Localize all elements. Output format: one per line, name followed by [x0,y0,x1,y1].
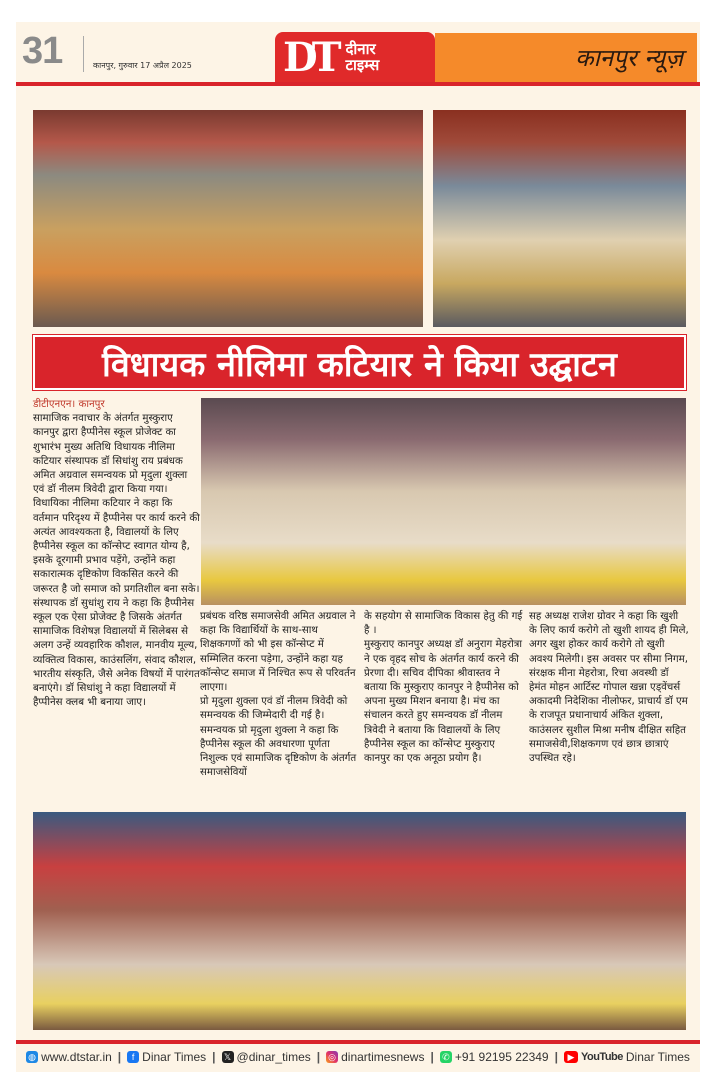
paragraph: के सहयोग से सामाजिक विकास हेतु की गई है । [364,611,523,637]
paragraph: सामाजिक नवाचार के अंतर्गत मुस्कुराए कानपुर द्वारा हैप्पीनेस स्कूल प्रोजेक्ट का शुभारंभ मुख्य अतिथि विधायक नीलिमा कटियार संस्थापक डॉ सिधांशु राय प्रबंधक अमित अग्रवाल समन्वयक प्रो मृदुला शुक्ला एवं डॉ नीलम त्रिवेदी द्वारा किया गया। [33,413,188,496]
header-rule [16,82,700,86]
globe-icon: ◍ [26,1051,38,1063]
website-link[interactable]: ◍ www.dtstar.in [26,1050,112,1064]
x-link[interactable]: 𝕏 @dinar_times [222,1050,311,1064]
x-icon: 𝕏 [222,1051,234,1063]
separator: | [430,1050,434,1064]
logo-name: दीनार टाइम्स [345,40,380,74]
article-column-2 [200,610,360,780]
paragraph: प्रो मृदुला शुक्ला एवं डॉ नीलम त्रिवेदी को समन्वयक की जिम्मेदारी दी गई है। [200,696,348,722]
youtube-link[interactable]: ▶ YouTube Dinar Times [564,1050,690,1064]
article-column-3 [364,610,524,766]
whatsapp-icon: ✆ [440,1051,452,1063]
whatsapp-link[interactable]: ✆ +91 92195 22349 [440,1050,549,1064]
photo-dignitaries-stage [201,398,686,605]
paragraph: सह अध्यक्ष राजेश ग्रोवर ने कहा कि खुशी के लिए कार्य करोगे तो खुशी शायद ही मिले, अगर खुश होकर कार्य करोगे तो खुशी अवश्य मिलेगी। इस अवसर पर सीमा निगम, संरक्षक मीना मेहरोत्रा, रिचा अवस्थी डॉ हेमंत मोहन आर्टिस्ट गोपाल खन्ना एड्वेंचर्स अकादमी निदेशिका नीलोफर, प्राचार्य डॉ एम के राजपूत प्रधानाचार्य अंकित शुक्ला, काउंसलर सुशील मिश्रा मनीष दीक्षित सहित समाजसेवी,शिक्षकगण एवं छात्र छात्राएं उपस्थित रहे। [529,611,689,765]
paragraph: संस्थापक डॉ सुधांशु राय ने कहा कि हैप्पीनेस स्कूल एक ऐसा प्रोजेक्ट है जिसके अंतर्गत सामाजिक विशेषज्ञ विद्यालयों में सिलेबस से अलग उन्हें व्यवहारिक कौशल, मानवीय मूल्य, व्यक्तित्व विकास, काउंसलिंग, संवाद कौशल, भारतीय संस्कृति, जैसे अनेक विषयों में पारंगत बनाएंगे। डॉ सिधांशु ने कहा विद्यालयों में हैप्पीनेस क्लब भी बनाया जाए। [33,597,200,709]
paragraph: समन्वयक प्रो मृदुला शुक्ला ने कहा कि हैप्पीनेस स्कूल की अवधारणा पूर्णता निशुल्क एवं सामाजिक दृष्टिकोण के अंतर्गत समाजसेवियों [200,724,357,779]
separator: | [212,1050,216,1064]
dateline: कानपुर, गुरुवार 17 अप्रैल 2025 [93,61,192,70]
youtube-wordmark: YouTube [580,1051,623,1063]
divider [83,36,84,72]
photo-inauguration-lamp [33,110,423,327]
facebook-icon: f [127,1051,139,1063]
logo-letters: DT [283,33,336,81]
article-column-1 [33,398,200,710]
photo-stage-guests [33,812,686,1030]
page-number: 31 [22,30,63,72]
footer-rule [16,1040,700,1044]
instagram-link[interactable]: ◎ dinartimesnews [326,1050,424,1064]
separator: | [117,1050,122,1064]
newspaper-logo [275,32,435,82]
footer-social-links [16,1050,700,1064]
photo-guests-felicitation [433,110,686,327]
separator: | [554,1050,558,1064]
facebook-link[interactable]: f Dinar Times [127,1050,206,1064]
instagram-icon: ◎ [326,1051,338,1063]
separator: | [316,1050,321,1064]
byline: डीटीएनएन। कानपुर [33,399,105,410]
paragraph: मुस्कुराए कानपुर अध्यक्ष डॉ अनुराग मेहरोत्रा ने एक वृहद सोच के अंतर्गत कार्य करने की प्रेरणा दी। सचिव दीपिका श्रीवास्तव ने बताया कि मुस्कुराए कानपुर ने हैप्पीनेस को अपना मुख्य मिशन बनाया है। मंच का संचालन करते हुए समन्वयक डॉ नीलम त्रिवेदी ने बताया कि विद्यालयों के लिए हैप्पीनेस स्कूल का कॉन्सेप्ट मुस्कुराए कानपुर का एक अनूठा प्रयोग है। [364,639,523,765]
headline: विधायक नीलिमा कटियार ने किया उद्घाटन [33,335,686,390]
paragraph: विधायिका नीलिमा कटियार ने कहा कि वर्तमान परिदृश्य में हैप्पीनेस पर कार्य करने की अत्यंत आवश्यकता है, विद्यालयों के लिए हैप्पीनेस स्कूल का कॉन्सेप्ट स्वागत योग्य है, इसके दूरगामी प्रभाव पड़ेंगे, उन्होंने कहा सकारात्मक दृष्टिकोण विकसित करने की जरूरत है जो समाज को प्रगतिशील बना सके। [33,498,200,595]
youtube-icon: ▶ [564,1051,578,1063]
article-column-4 [529,610,689,766]
paragraph: प्रबंधक वरिष्ठ समाजसेवी अमित अग्रवाल ने कहा कि विद्यार्थियों के साथ-साथ शिक्षकगणों को भी इस कॉन्सेप्ट में सम्मिलित करना पड़ेगा, उन्होंने कहा यह कॉन्सेप्ट समाज में निश्चित रूप से परिवर्तन लाएगा। [200,611,356,694]
section-title: कानपुर न्यूज़ [435,33,697,82]
